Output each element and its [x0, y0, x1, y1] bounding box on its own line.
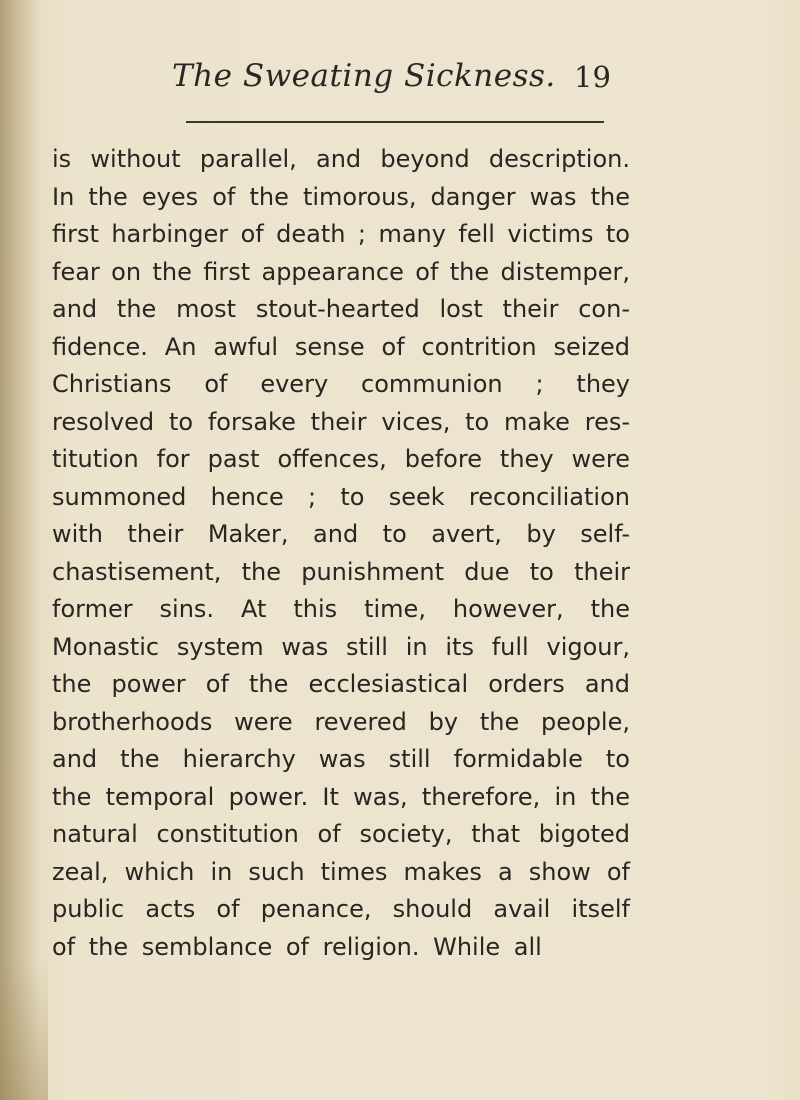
running-title: The Sweating Sickness. — [172, 58, 556, 94]
text-line: first harbinger of death ; many fell victims to — [52, 220, 630, 248]
header-rule — [186, 121, 604, 123]
text-line: natural constitution of society, that bigoted — [52, 820, 630, 848]
text-line: Monastic system was still in its full vigour, — [52, 632, 630, 661]
text-line: brotherhoods were revered by the people, — [52, 707, 630, 736]
binding-shadow — [0, 0, 40, 1100]
text-line: is without parallel, and beyond description. — [52, 145, 630, 173]
text-line: zeal, which in such times makes a show of — [52, 857, 630, 886]
text-line: fidence. An awful sense of contrition seized — [52, 332, 630, 361]
text-line: with their Maker, and to avert, by self- — [52, 520, 630, 548]
text-line: summoned hence ; to seek reconciliation — [52, 482, 630, 511]
text-line: In the eyes of the timorous, danger was the — [52, 182, 630, 211]
text-line: and the most stout-hearted lost their con- — [52, 295, 630, 323]
text-line: Christians of every communion ; they — [52, 370, 630, 398]
page-stain — [0, 960, 48, 1100]
text-line: fear on the first appearance of the distemper, — [52, 257, 630, 286]
text-line: resolved to forsake their vices, to make res- — [52, 407, 630, 436]
text-line: the power of the ecclesiastical orders and — [52, 670, 630, 698]
text-line: of the semblance of religion. While all — [52, 932, 542, 961]
text-line: and the hierarchy was still formidable to — [52, 745, 630, 773]
page-header — [0, 58, 800, 102]
text-line: public acts of penance, should avail itself — [52, 895, 630, 923]
body-text — [52, 141, 630, 966]
text-line: chastisement, the punishment due to their — [52, 557, 630, 586]
text-line: former sins. At this time, however, the — [52, 595, 630, 623]
text-line: the temporal power. It was, therefore, in the — [52, 782, 630, 811]
page-number: 19 — [574, 60, 611, 94]
text-line: titution for past offences, before they were — [52, 445, 630, 473]
